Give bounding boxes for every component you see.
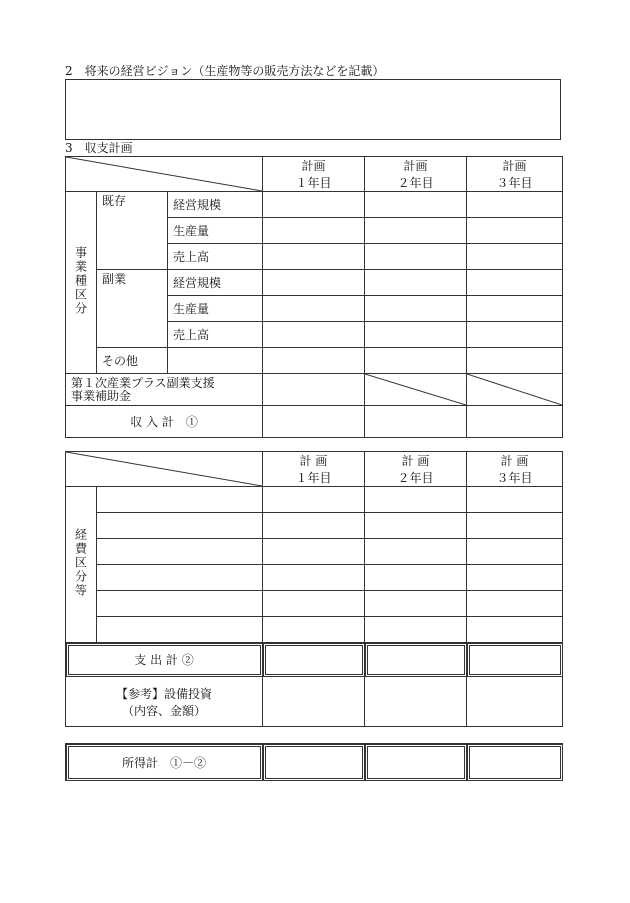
expense-item-cell[interactable] <box>97 565 263 591</box>
input-cell[interactable] <box>365 270 467 296</box>
input-cell[interactable] <box>365 487 467 513</box>
input-cell[interactable] <box>467 270 563 296</box>
income-total-cell[interactable] <box>263 406 365 438</box>
expense-header-year1: 計 画 １年目 <box>263 452 365 487</box>
subsidy-label: 第１次産業プラス副業支援 事業補助金 <box>66 374 263 406</box>
subsidy-year1-cell[interactable] <box>263 374 365 406</box>
input-cell[interactable] <box>263 296 365 322</box>
income-total-cell[interactable] <box>365 406 467 438</box>
expense-item-cell[interactable] <box>97 487 263 513</box>
input-cell[interactable] <box>263 565 365 591</box>
expense-total-cell[interactable] <box>263 643 365 677</box>
row-label: 売上高 <box>168 322 263 348</box>
input-cell[interactable] <box>467 565 563 591</box>
input-cell[interactable] <box>467 322 563 348</box>
header-diagonal-cell <box>66 157 263 192</box>
net-income-label: 所得計 ①－② <box>66 744 263 781</box>
input-cell[interactable] <box>467 192 563 218</box>
section3-title: 3 収支計画 <box>65 141 133 155</box>
header-year3: 計画 ３年目 <box>467 157 563 192</box>
expense-item-cell[interactable] <box>97 513 263 539</box>
input-cell[interactable] <box>263 322 365 348</box>
group-other: その他 <box>97 348 168 374</box>
input-cell[interactable] <box>365 565 467 591</box>
reference-cell[interactable] <box>467 677 563 727</box>
input-cell[interactable] <box>263 539 365 565</box>
expense-header-year3: 計 画 ３年目 <box>467 452 563 487</box>
expense-total-cell[interactable] <box>467 643 563 677</box>
input-cell[interactable] <box>263 513 365 539</box>
expense-total-label: 支 出 計 ② <box>66 643 263 677</box>
input-cell[interactable] <box>263 244 365 270</box>
input-cell[interactable] <box>467 244 563 270</box>
input-cell[interactable] <box>365 348 467 374</box>
row-label: 経営規模 <box>168 192 263 218</box>
reference-cell[interactable] <box>263 677 365 727</box>
input-cell[interactable] <box>365 218 467 244</box>
input-cell[interactable] <box>365 322 467 348</box>
input-cell[interactable] <box>263 591 365 617</box>
input-cell[interactable] <box>467 487 563 513</box>
input-cell[interactable] <box>263 218 365 244</box>
input-cell[interactable] <box>263 270 365 296</box>
expense-item-cell[interactable] <box>97 591 263 617</box>
input-cell[interactable] <box>467 539 563 565</box>
subsidy-year3-cell <box>467 374 563 406</box>
expense-total-cell[interactable] <box>365 643 467 677</box>
input-cell[interactable] <box>467 591 563 617</box>
header-year1: 計画 １年目 <box>263 157 365 192</box>
expense-header-year2: 計 画 ２年目 <box>365 452 467 487</box>
input-cell[interactable] <box>365 591 467 617</box>
reference-cell[interactable] <box>365 677 467 727</box>
net-income-table <box>65 743 563 781</box>
header-year2: 計画 ２年目 <box>365 157 467 192</box>
input-cell[interactable] <box>365 513 467 539</box>
input-cell[interactable] <box>263 348 365 374</box>
input-cell[interactable] <box>263 617 365 643</box>
group-side: 副業 <box>97 270 168 348</box>
input-cell[interactable] <box>467 513 563 539</box>
input-cell[interactable] <box>467 348 563 374</box>
input-cell[interactable] <box>467 296 563 322</box>
income-total-label: 収 入 計 ① <box>66 406 263 438</box>
expense-header-diagonal <box>66 452 263 487</box>
row-label: 経営規模 <box>168 270 263 296</box>
expense-category-label: 経費区分等 <box>66 487 97 643</box>
input-cell[interactable] <box>365 296 467 322</box>
input-cell[interactable] <box>467 617 563 643</box>
input-cell[interactable] <box>365 539 467 565</box>
net-income-cell[interactable] <box>263 744 365 781</box>
expense-item-cell[interactable] <box>97 539 263 565</box>
input-cell[interactable] <box>365 617 467 643</box>
input-cell[interactable] <box>467 218 563 244</box>
row-label: 生産量 <box>168 218 263 244</box>
category-label: 事業種区分 <box>66 192 97 374</box>
row-label: 売上高 <box>168 244 263 270</box>
section2-title: 2 将来の経営ビジョン（生産物等の販売方法などを記載） <box>65 64 385 78</box>
input-cell[interactable] <box>263 192 365 218</box>
input-cell[interactable] <box>168 348 263 374</box>
group-existing: 既存 <box>97 192 168 270</box>
income-table <box>65 156 563 438</box>
expense-item-cell[interactable] <box>97 617 263 643</box>
net-income-cell[interactable] <box>365 744 467 781</box>
reference-label: 【参考】設備投資 （内容、金額） <box>66 677 263 727</box>
input-cell[interactable] <box>365 244 467 270</box>
income-total-cell[interactable] <box>467 406 563 438</box>
expense-table <box>65 451 563 727</box>
net-income-cell[interactable] <box>467 744 563 781</box>
row-label: 生産量 <box>168 296 263 322</box>
vision-textbox[interactable] <box>65 79 561 140</box>
input-cell[interactable] <box>263 487 365 513</box>
input-cell[interactable] <box>365 192 467 218</box>
subsidy-year2-cell <box>365 374 467 406</box>
